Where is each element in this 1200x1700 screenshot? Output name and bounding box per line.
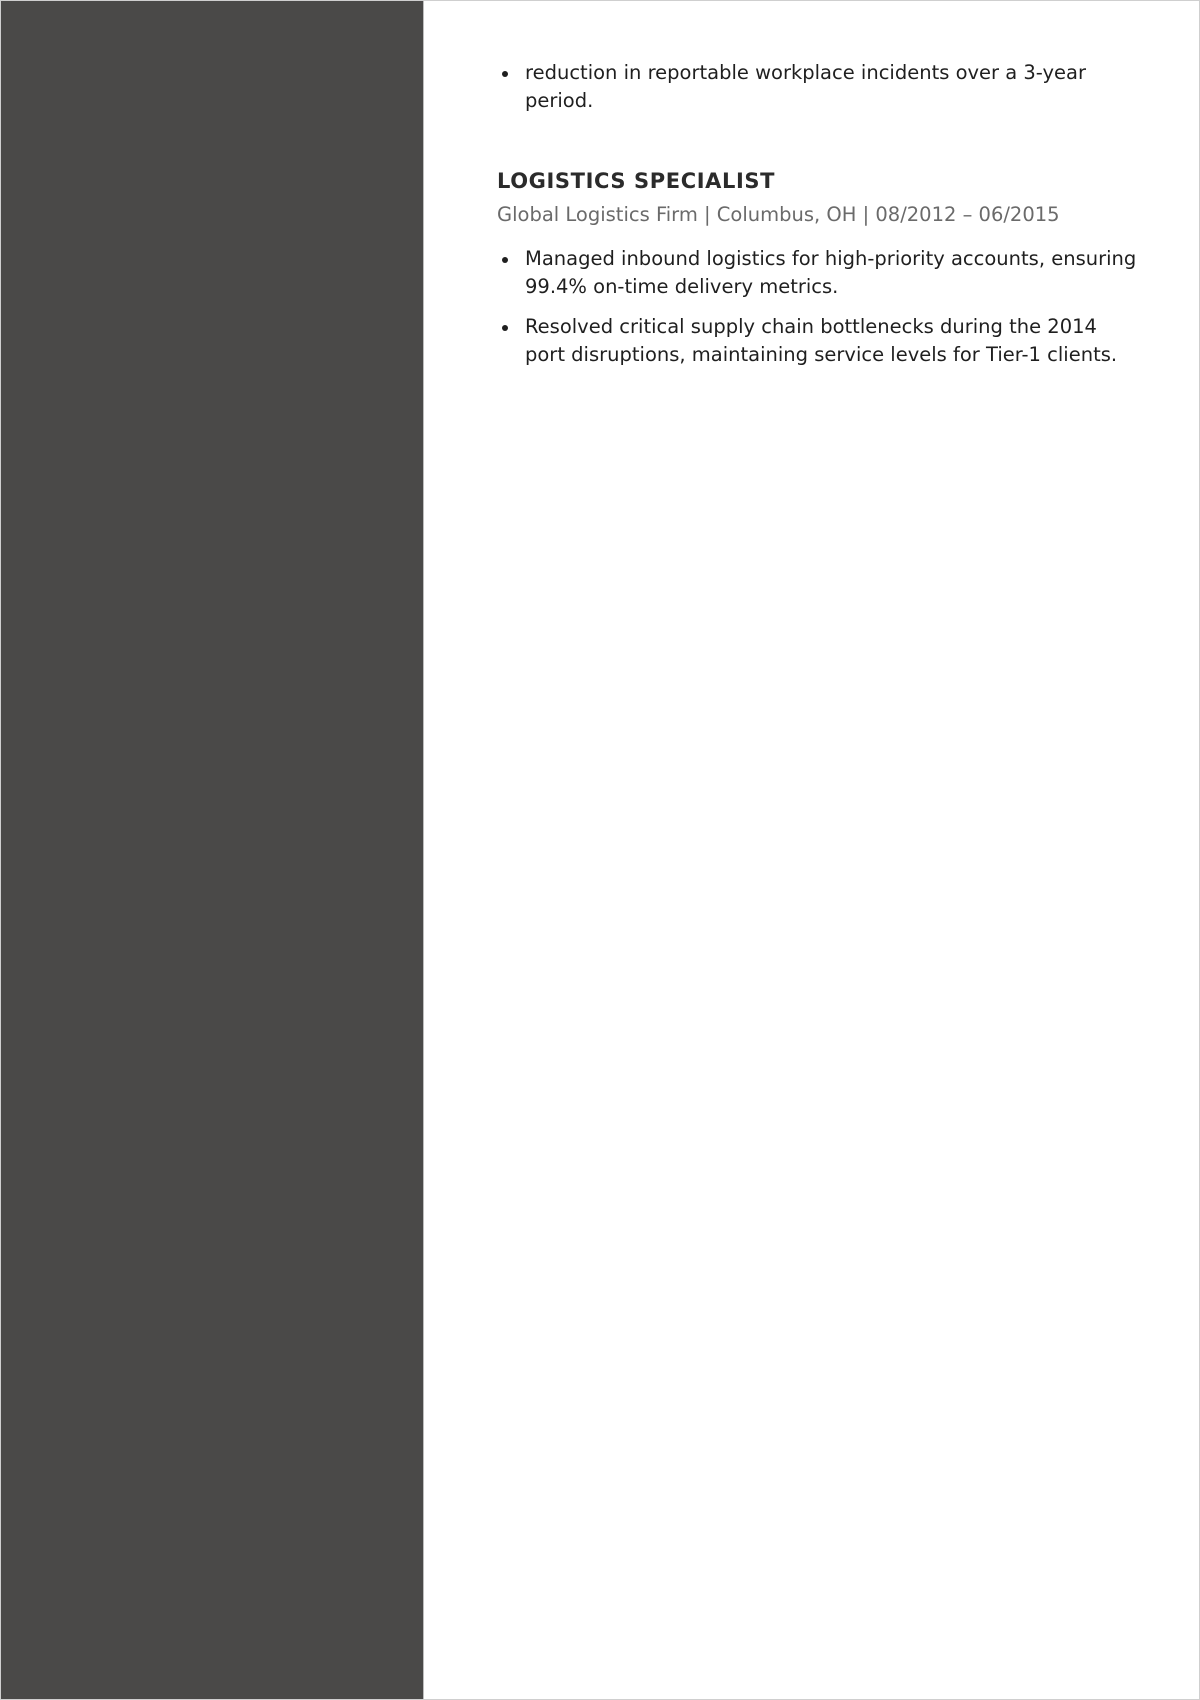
job-title: LOGISTICS SPECIALIST bbox=[497, 169, 776, 193]
job-bullet-list bbox=[497, 245, 1137, 369]
list-item: reduction in reportable workplace incidents over a 3-year period. bbox=[497, 59, 1137, 115]
list-item: Managed inbound logistics for high-priority accounts, ensuring 99.4% on-time delivery metrics. bbox=[497, 245, 1137, 301]
job-entry bbox=[497, 167, 1137, 369]
job-meta: Global Logistics Firm | Columbus, OH | 08/2012 – 06/2015 bbox=[497, 203, 1060, 226]
experience-section bbox=[497, 59, 1137, 369]
continued-bullet-list bbox=[497, 59, 1137, 115]
sidebar-panel bbox=[1, 1, 424, 1699]
list-item: Resolved critical supply chain bottlenecks during the 2014 port disruptions, maintaining service levels for Tier-1 clients. bbox=[497, 313, 1137, 369]
